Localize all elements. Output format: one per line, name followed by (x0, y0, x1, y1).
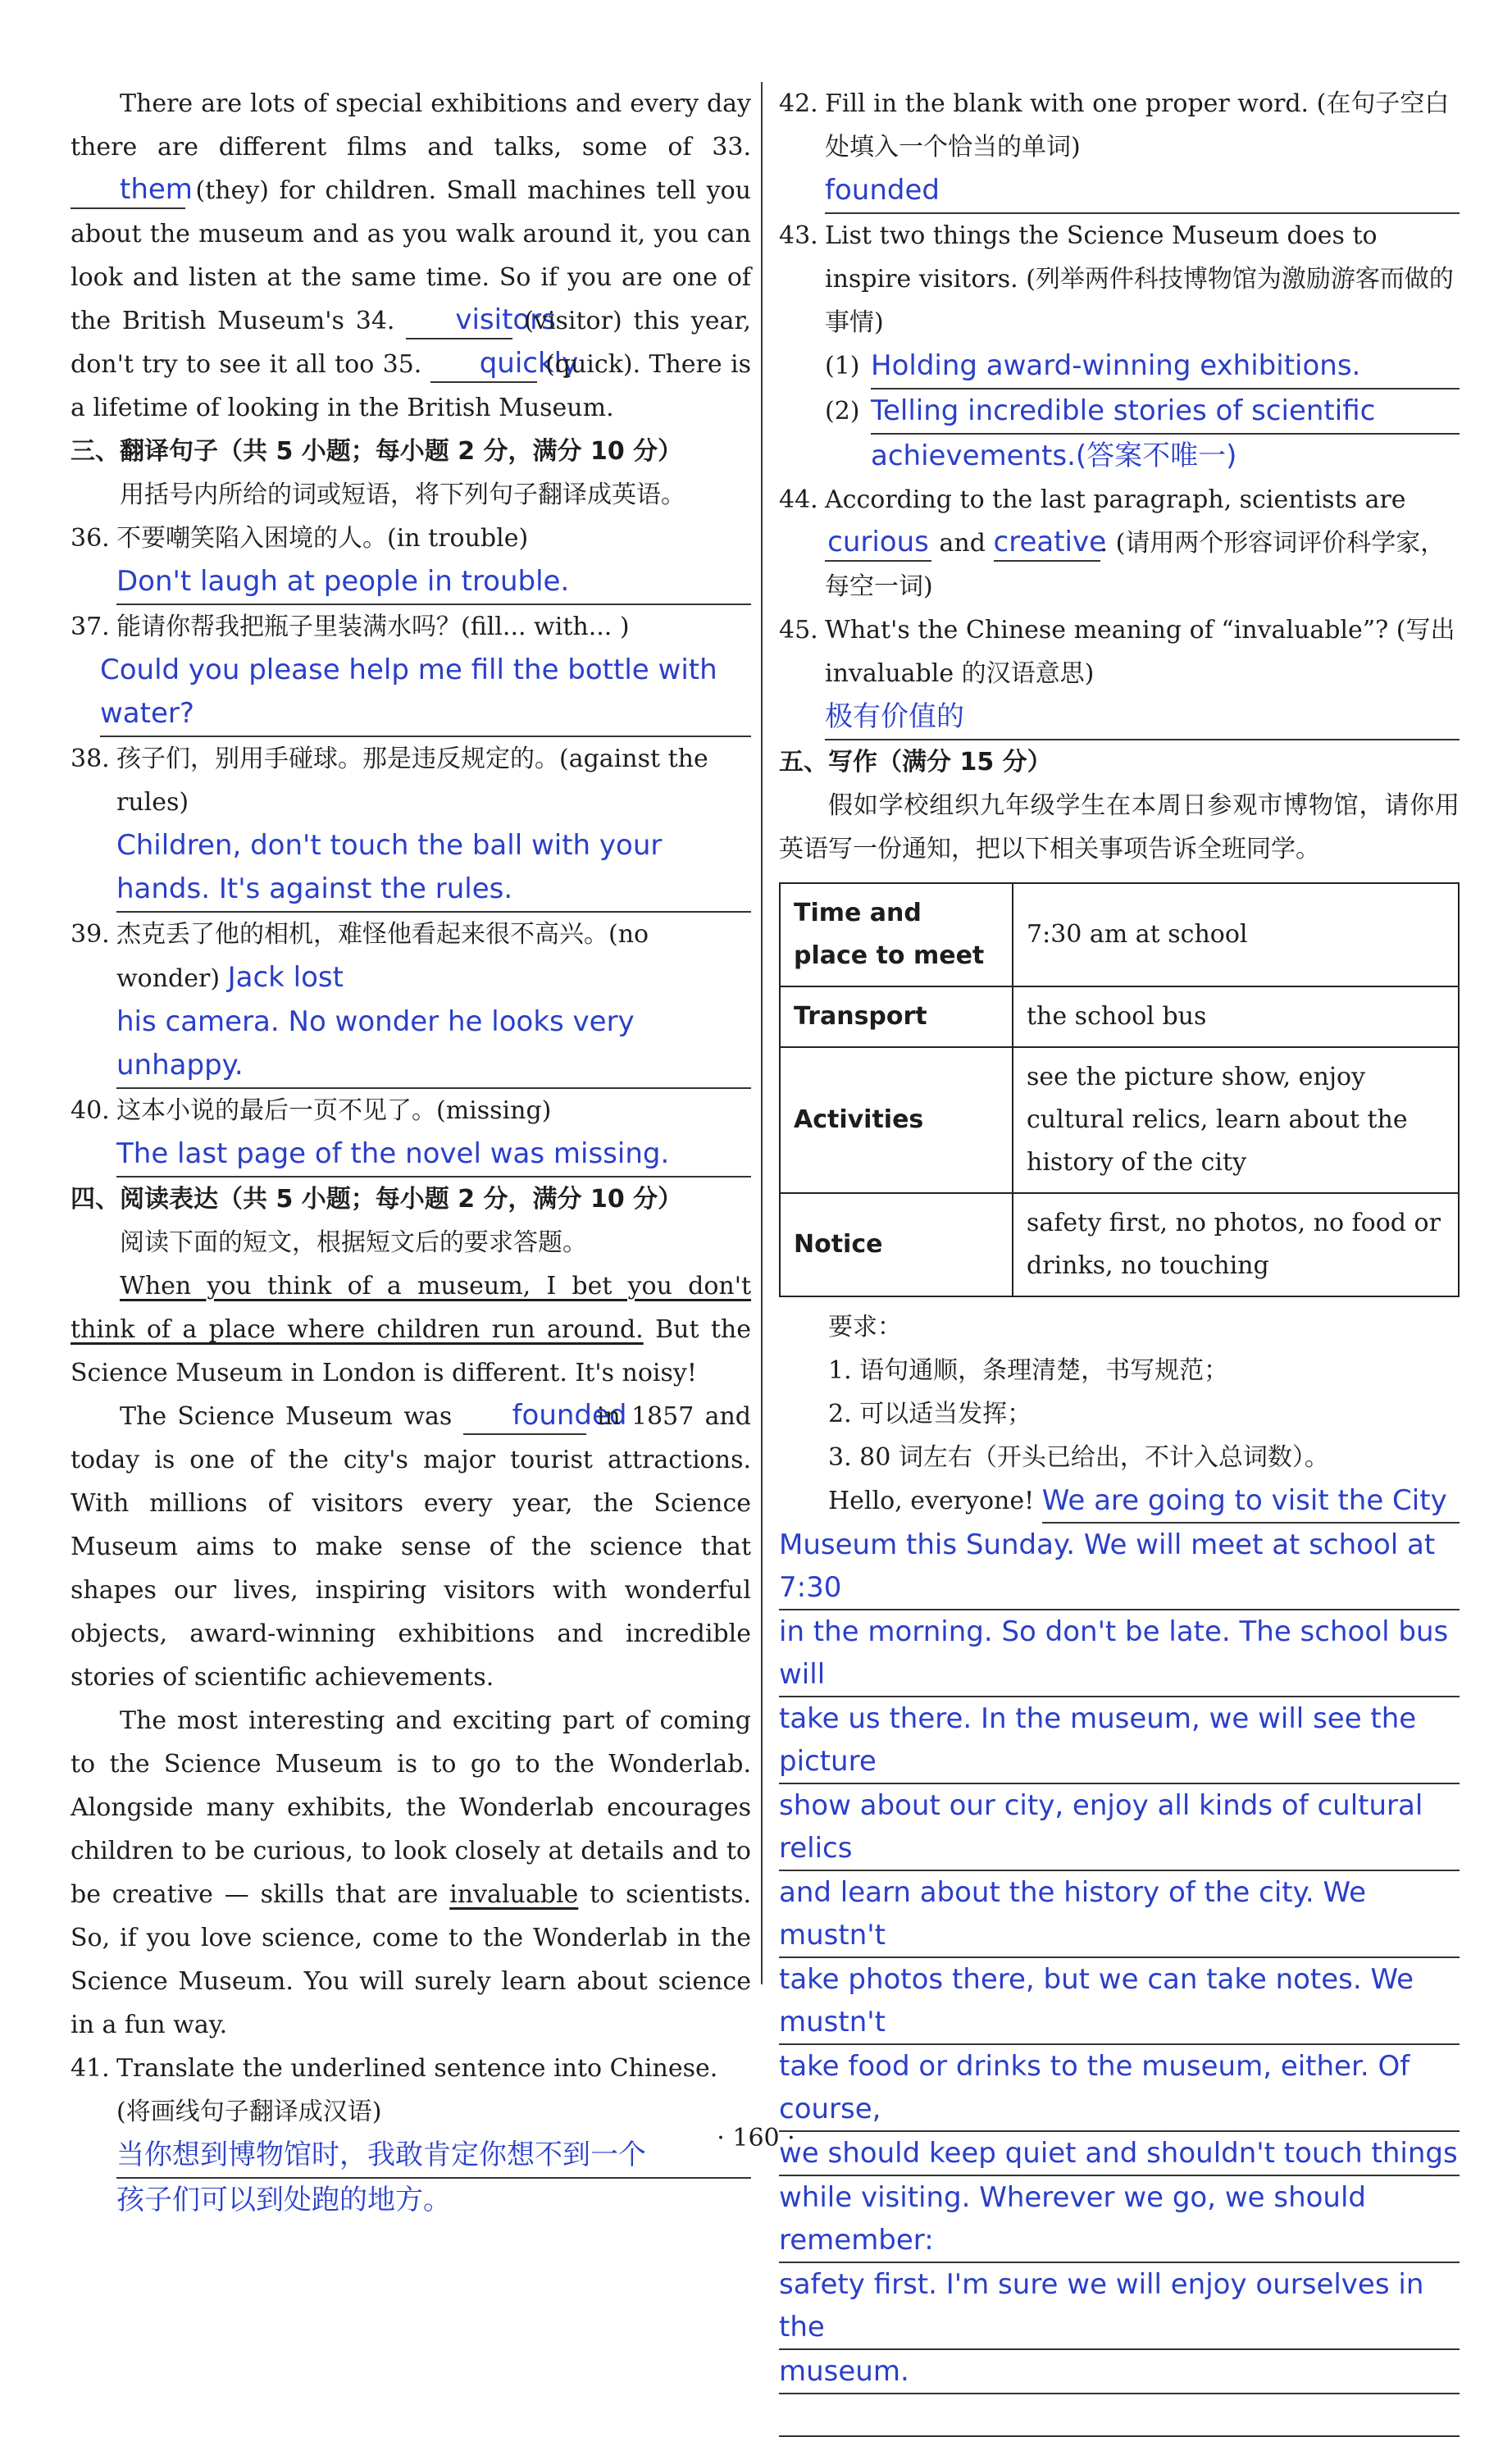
writing-prompt: 假如学校组织九年级学生在本周日参观市博物馆，请你用英语写一份通知，把以下相关事项告诉全班同学。 (779, 791, 1460, 863)
column-divider (761, 82, 763, 1984)
composition-line: show about our city, enjoy all kinds of cultural relics (779, 1784, 1460, 1871)
reading-paragraph-1 (71, 1264, 751, 1395)
composition-line: museum. (779, 2350, 1460, 2394)
question-37 (71, 605, 751, 649)
item-number: (1) (825, 352, 860, 380)
question-41 (71, 2047, 751, 2134)
composition-line: in the morning. So don't be late. The school bus will (779, 1610, 1460, 1697)
reading-paragraph-3 (71, 1699, 751, 2047)
table-key: Time and place to meet (780, 883, 1013, 986)
table-key: Transport (780, 986, 1013, 1047)
question-prompt: . (请用两个形容词评价科学家，每空一词) (825, 529, 1446, 601)
passage-text: But the Science Museum in London is different. It's noisy! (71, 1315, 751, 1387)
table-row (780, 1047, 1459, 1193)
table-value: safety first, no photos, no food or drinks, no touching (1013, 1193, 1459, 1296)
requirement-item: 3. 80 词左右（开头已给出，不计入总词数）。 (828, 1443, 1329, 1472)
answer-text: Holding award-winning exhibitions. (871, 344, 1460, 389)
passage-text: There are lots of special exhibitions and every day there are different films and talks, some of 33. (71, 89, 751, 162)
passage-text: The most interesting and exciting part of coming to the Science Museum is to go to the Wonderlab. Alongside many exhibits, the Wonderlab encourages children to be curious, to look closely at details and to be creative — skills that are (71, 1706, 751, 1909)
reading-paragraph-2 (71, 1395, 751, 1699)
answer-43-2 (825, 389, 1460, 435)
composition-line: we should keep quiet and shouldn't touch things (779, 2132, 1460, 2176)
question-45 (779, 608, 1460, 695)
composition-line: We are going to visit the City (1042, 1479, 1460, 1524)
answer-33: them (71, 171, 185, 209)
question-text: List two things the Science Museum does to inspire visitors. (列举两件科技博物馆为激励游客而做的事情) (825, 221, 1454, 337)
composition-line: take photos there, but we can take notes. We mustn't (779, 1958, 1460, 2045)
answer-42: founded (825, 169, 1460, 214)
question-number: 39. (71, 920, 110, 949)
table-key: Activities (780, 1047, 1013, 1193)
question-prompt: and (939, 529, 986, 558)
composition (779, 1479, 1460, 2437)
answer-43-1 (825, 344, 1460, 389)
composition-blank-line (779, 2394, 1460, 2437)
composition-opening: Hello, everyone! (828, 1487, 1035, 1515)
table-key: Notice (780, 1193, 1013, 1296)
question-text: Translate the underlined sentence into Chinese. (将画线句子翻译成汉语) (116, 2054, 718, 2126)
question-text (825, 478, 1460, 608)
question-prompt: 杰克丢了他的相机，难怪他看起来很不高兴。(no wonder) (116, 920, 649, 993)
question-36 (71, 517, 751, 560)
question-38 (71, 737, 751, 824)
answer-35: quickly (430, 345, 537, 383)
passage-text: (visitor) this year, don't try to see it all too (71, 307, 751, 379)
answer-39: his camera. No wonder he looks very unhappy. (116, 1000, 751, 1089)
answer-36: Don't laugh at people in trouble. (116, 560, 751, 605)
composition-line: safety first. I'm sure we will enjoy ourselves in the (779, 2263, 1460, 2350)
section-4-title: 四、阅读表达（共 5 小题；每小题 2 分，满分 10 分） (71, 1185, 683, 1214)
answer-34: visitors (406, 302, 512, 339)
question-number: 45. (779, 616, 818, 645)
question-text (116, 913, 751, 1000)
notice-info-table (779, 882, 1460, 1297)
composition-line: and learn about the history of the city. We mustn't (779, 1871, 1460, 1958)
composition-line: take us there. In the museum, we will see the picture (779, 1697, 1460, 1784)
answer-41-line-1: 当你想到博物馆时，我敢肯定你想不到一个 (116, 2134, 751, 2179)
passage-text: to scientists. So, if you love science, come to the Wonderlab in the Science Museum. You will surely learn about science in a fun way. (71, 1880, 751, 2039)
requirement-item: 2. 可以适当发挥； (828, 1400, 1032, 1428)
question-43 (779, 214, 1460, 344)
question-number: 43. (779, 221, 818, 250)
table-value: 7:30 am at school (1013, 883, 1459, 986)
underlined-word: invaluable (449, 1880, 579, 1909)
answer-41-line-2: 孩子们可以到处跑的地方。 (116, 2184, 451, 2216)
question-40 (71, 1089, 751, 1132)
table-value: see the picture show, enjoy cultural relics, learn about the history of the city (1013, 1047, 1459, 1193)
passage-text: (they) for children. Small machines tell you about the museum and as you walk around it, you can look and listen at the same time. So if you are one of the British Museum's (71, 176, 751, 335)
question-text: 能请你帮我把瓶子里装满水吗？(fill... with... ) (116, 613, 630, 641)
table-row (780, 986, 1459, 1047)
page-number: · 160 · (717, 2124, 795, 2152)
question-number: 34. (355, 307, 395, 335)
question-text: 孩子们，别用手碰球。那是违反规定的。(against the rules) (116, 745, 708, 817)
composition-first-line (779, 1479, 1460, 1524)
question-text: Fill in the blank with one proper word. (在句子空白处填入一个恰当的单词) (825, 89, 1450, 162)
table-row (780, 883, 1459, 986)
question-42 (779, 82, 1460, 169)
section-3-instructions: 用括号内所给的词或短语，将下列句子翻译成英语。 (120, 481, 685, 509)
answer-44-1: curious (825, 524, 931, 562)
question-number: 40. (71, 1096, 110, 1125)
answer-37: Could you please help me fill the bottle with water? (100, 649, 751, 737)
answer-text: Telling incredible stories of scientific (871, 389, 1460, 435)
passage-text: (quick). There is a lifetime of looking in the British Museum. (71, 350, 751, 422)
answer-38: Children, don't touch the ball with your hands. It's against the rules. (116, 824, 751, 913)
left-column (71, 82, 751, 2222)
question-prompt: According to the last paragraph, scientists are (825, 485, 1406, 514)
answer-44-2: creative (994, 524, 1100, 562)
underlined-sentence: When you think of a museum, I bet you don't think of a place where children run around. (71, 1272, 751, 1344)
question-number: 36. (71, 524, 110, 553)
question-number: 37. (71, 613, 110, 641)
question-text: What's the Chinese meaning of “invaluable”? (写出 invaluable 的汉语意思) (825, 616, 1455, 688)
section-3-title: 三、翻译句子（共 5 小题；每小题 2 分，满分 10 分） (71, 437, 683, 466)
answer-42-inline: founded (463, 1397, 586, 1435)
answer-39-start: Jack lost (227, 961, 344, 994)
table-row (780, 1193, 1459, 1296)
table-value: the school bus (1013, 986, 1459, 1047)
composition-line: Museum this Sunday. We will meet at school at 7:30 (779, 1524, 1460, 1610)
section-4-instructions: 阅读下面的短文，根据短文后的要求答题。 (120, 1228, 587, 1257)
answer-45: 极有价值的 (825, 695, 1460, 740)
question-number: 41. (71, 2054, 110, 2083)
question-number: 38. (71, 745, 110, 773)
passage-text: The Science Museum was (120, 1402, 453, 1431)
question-number: 44. (779, 485, 818, 514)
section-5-title: 五、写作（满分 15 分） (779, 748, 1052, 777)
requirement-item: 1. 语句通顺，条理清楚，书写规范； (828, 1356, 1229, 1385)
requirements-title: 要求： (828, 1313, 902, 1341)
question-text: 不要嘲笑陷入困境的人。(in trouble) (116, 524, 529, 553)
question-text: 这本小说的最后一页不见了。(missing) (116, 1096, 552, 1125)
question-44 (779, 478, 1460, 608)
right-column (779, 82, 1460, 2437)
composition-line: take food or drinks to the museum, either. Of course, (779, 2045, 1460, 2132)
passage-text: in 1857 and today is one of the city's major tourist attractions. With millions of visitors every year, the Science Museum aims to make sense of the science that shapes our lives, inspiring visitors with wonderful objects, award-winning exhibitions and incredible stories of scientific achievements. (71, 1402, 751, 1692)
passage-intro (71, 82, 751, 430)
question-39 (71, 913, 751, 1000)
question-number: 42. (779, 89, 818, 118)
composition-line: while visiting. Wherever we go, we should remember: (779, 2176, 1460, 2263)
item-number: (2) (825, 397, 860, 426)
answer-43-2-cont: achievements.(答案不唯一) (871, 440, 1237, 472)
answer-40: The last page of the novel was missing. (116, 1132, 751, 1178)
question-number: 35. (382, 350, 422, 379)
